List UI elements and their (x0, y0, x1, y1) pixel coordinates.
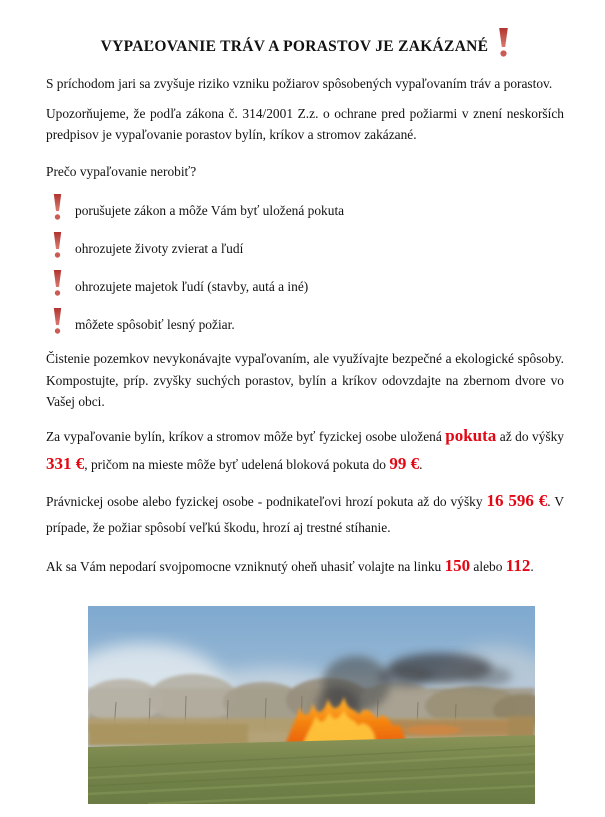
text-segment: . (419, 456, 423, 472)
list-item (53, 310, 564, 337)
paragraph-cleaning: Čistenie pozemkov nevykonávajte vypaľovaním, ale využívajte bezpečné a ekologické spôsoby. Kompostujte, príp. zvyšky suchých porastov, bylín a kríkov odovzdajte na zbernom dvore vo Vašej obci. (46, 351, 564, 409)
page-title-text: VYPAĽOVANIE TRÁV A PORASTOV JE ZAKÁZANÉ (100, 38, 489, 55)
paragraph-emergency-numbers (46, 553, 564, 580)
exclamation-icon (53, 270, 62, 297)
highlighted-value: pokuta (445, 425, 497, 445)
exclamation-icon (53, 308, 62, 335)
grass-fire-photo (88, 606, 535, 804)
paragraph-fine-company (46, 488, 564, 541)
reasons-list (46, 196, 564, 337)
paragraph-law: Upozorňujeme, že podľa zákona č. 314/2001 Z.z. o ochrane pred požiarmi v znení neskorších predpisov je vypaľovanie porastov bylín, kríkov a stromov zakázané. (46, 105, 564, 142)
list-item-label: ohrozujete majetok ľudí (stavby, autá a iné) (75, 279, 309, 294)
exclamation-icon (53, 194, 62, 221)
paragraph-intro: S príchodom jari sa zvyšuje riziko vzniku požiarov spôsobených vypaľovaním tráv a porastov. (46, 76, 553, 91)
text-segment: . (530, 558, 534, 574)
list-item-label: môžete spôsobiť lesný požiar. (75, 317, 235, 332)
list-item (53, 196, 564, 223)
list-item (53, 272, 564, 299)
highlighted-value: 16 596 € (486, 490, 548, 510)
exclamation-icon (498, 28, 509, 58)
text-segment: Za vypaľovanie bylín, kríkov a stromov môže byť fyzickej osobe uložená (46, 428, 446, 444)
highlighted-value: 112 (505, 555, 531, 575)
list-item-label: ohrozujete životy zvierat a ľudí (75, 241, 244, 256)
page-title (46, 28, 564, 58)
highlighted-value: 331 € (46, 453, 85, 473)
text-segment: Právnickej osobe alebo fyzickej osobe - podnikateľovi hrozí pokuta až do výšky (46, 493, 487, 509)
list-item-label: porušujete zákon a môže Vám byť uložená pokuta (75, 203, 345, 218)
highlighted-value: 150 (444, 555, 471, 575)
text-segment: , pričom na mieste môže byť udelená bloková pokuta do (84, 456, 390, 472)
list-item (53, 234, 564, 261)
grass-fire-photo-graphic (88, 606, 535, 804)
exclamation-icon (53, 232, 62, 259)
text-segment: Ak sa Vám nepodarí svojpomocne vzniknutý oheň uhasiť volajte na linku (46, 558, 445, 574)
text-segment: až do výšky (496, 428, 564, 444)
text-segment: alebo (470, 558, 506, 574)
highlighted-value: 99 € (389, 453, 420, 473)
text-segment: . V prípade, že požiar spôsobí veľkú škodu, hrozí aj trestné stíhanie. (46, 493, 565, 535)
paragraph-fine-person (46, 422, 564, 478)
paragraph-why-heading: Prečo vypaľovanie nerobiť? (46, 163, 197, 179)
